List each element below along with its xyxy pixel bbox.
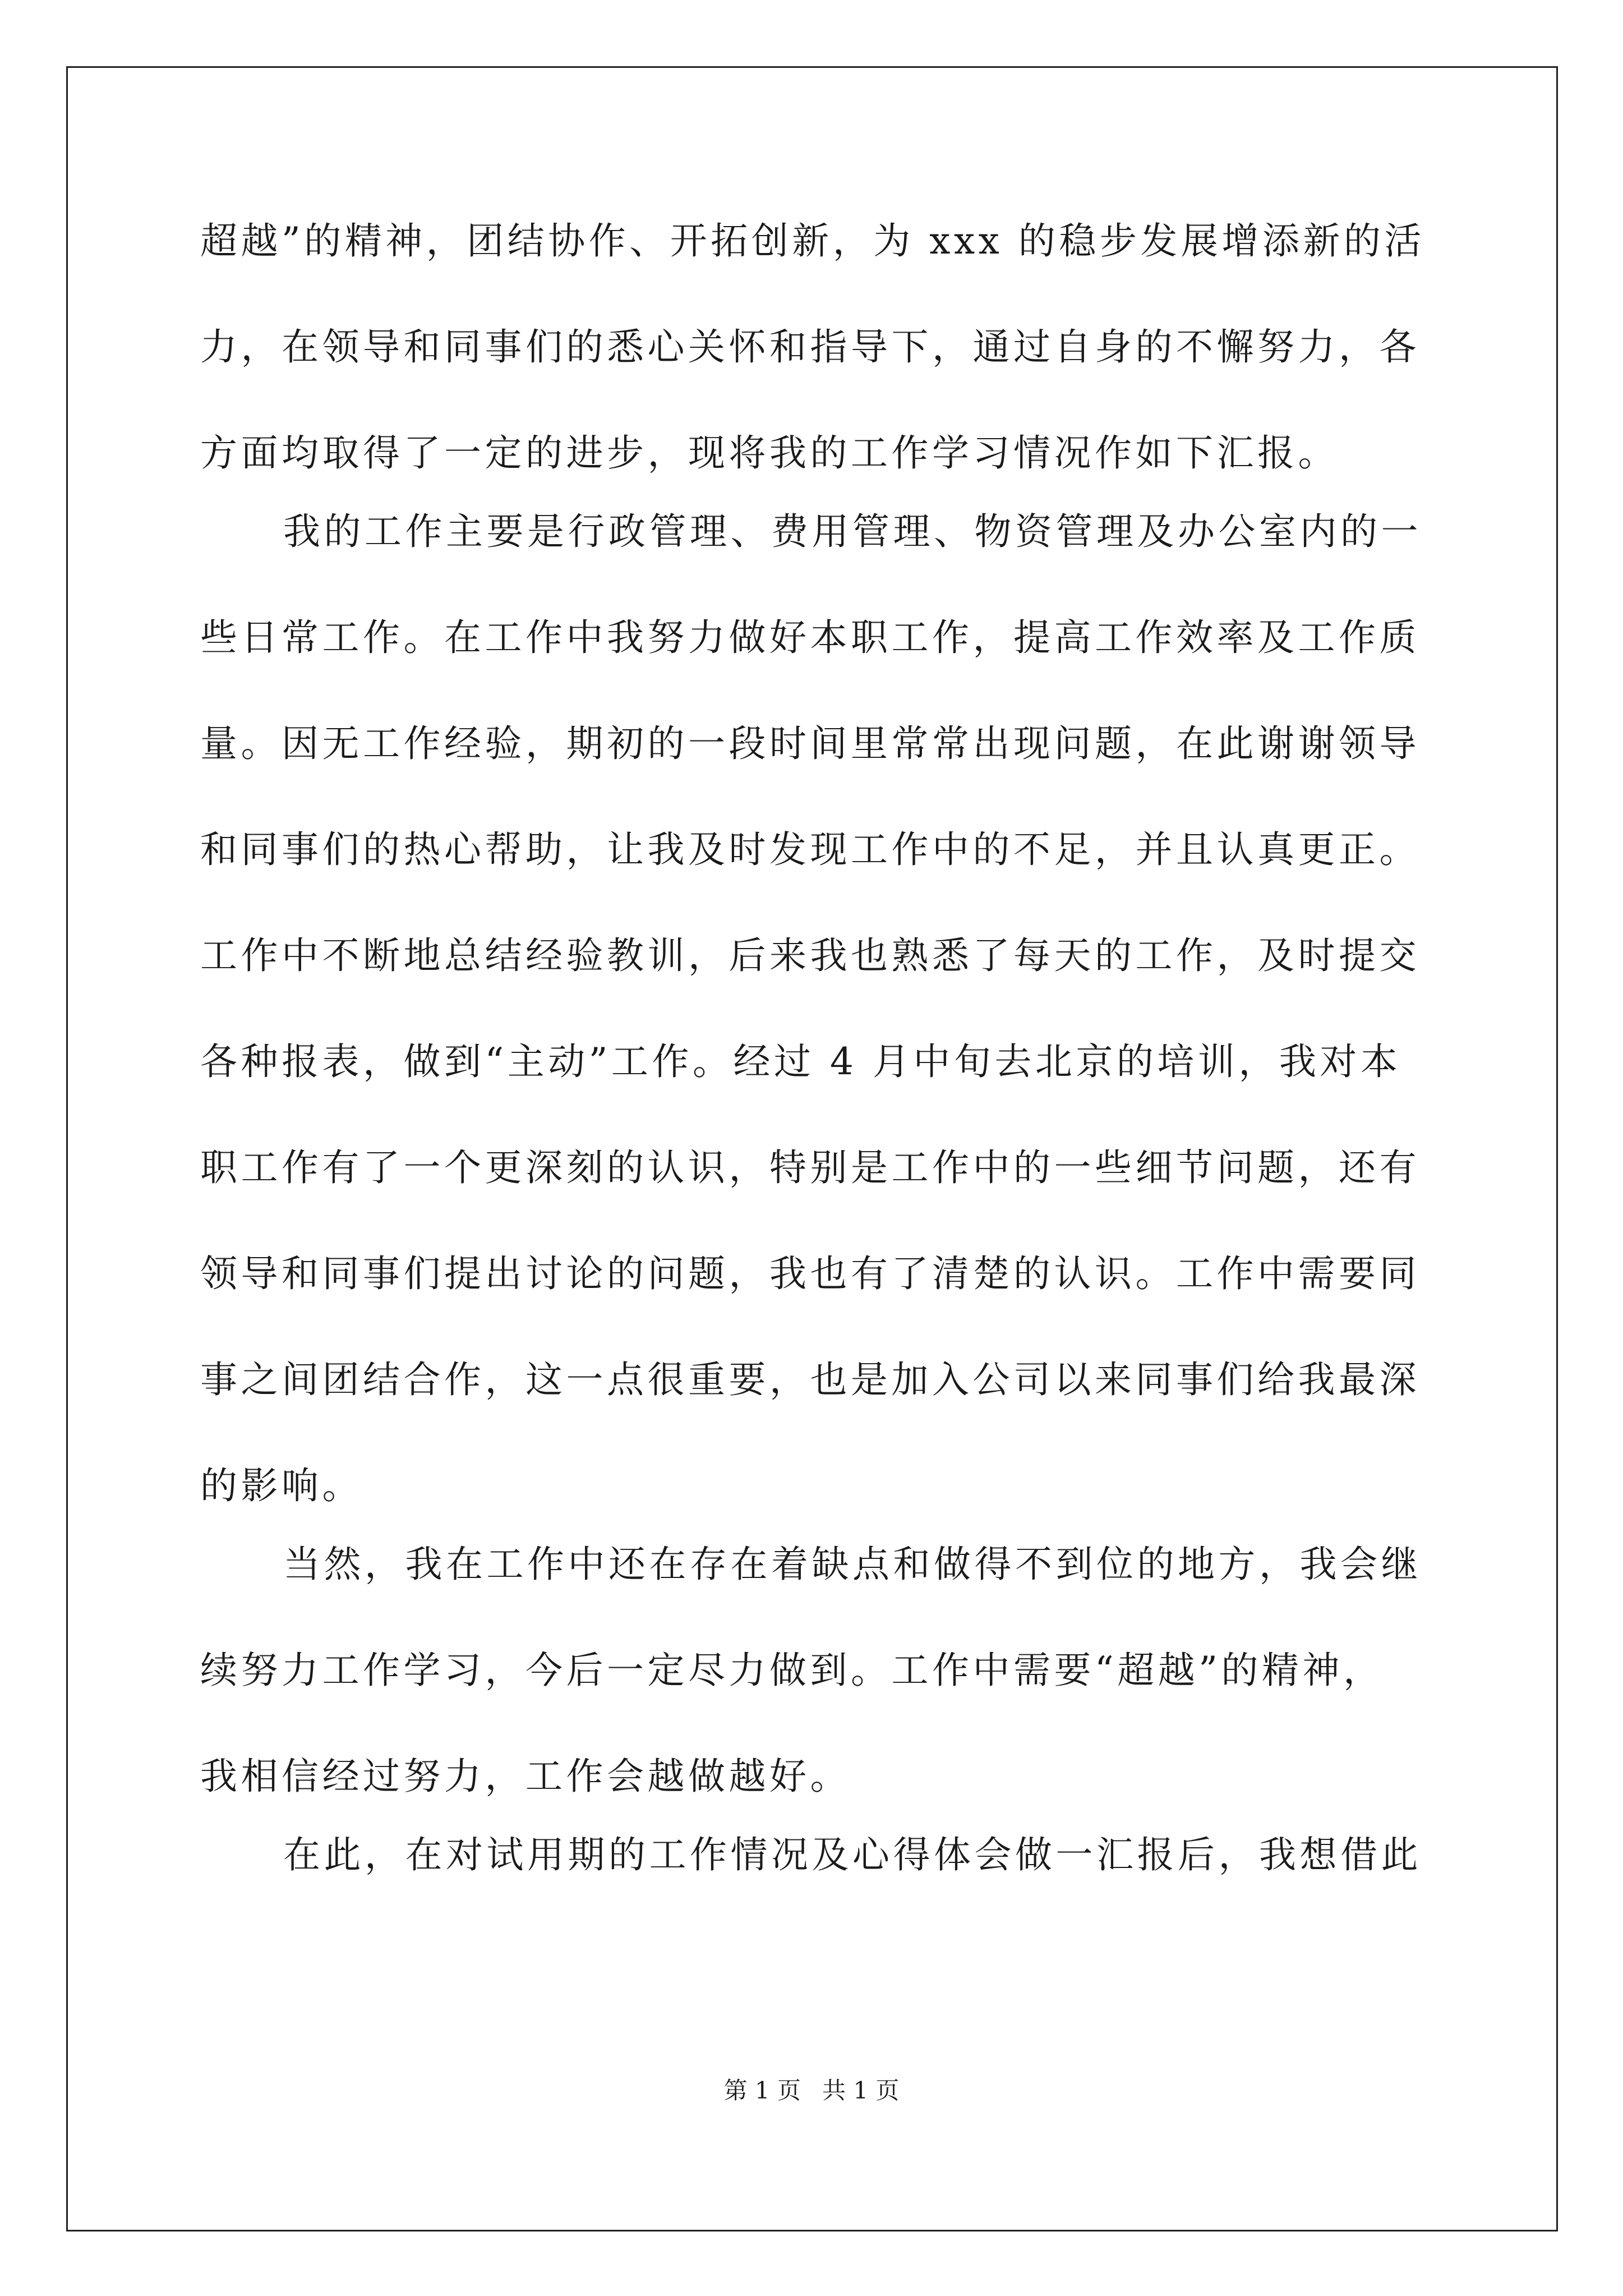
page-footer bbox=[0, 2077, 1623, 2105]
text-line: 些日常工作。在工作中我努力做好本职工作，提高工作效率及工作质 bbox=[200, 616, 1420, 659]
text-line: 力，在领导和同事们的悉心关怀和指导下，通过自身的不懈努力，各 bbox=[200, 325, 1420, 369]
text-line: 的影响。 bbox=[200, 1464, 363, 1507]
text-line: 职工作有了一个更深刻的认识，特别是工作中的一些细节问题，还有 bbox=[200, 1146, 1420, 1189]
text-line: 续努力工作学习，今后一定尽力做到。工作中需要“超越”的精神， bbox=[200, 1649, 1384, 1692]
page-number-total: 共 1 页 bbox=[822, 2077, 900, 2104]
paragraph-first-line: 当然，我在工作中还在存在着缺点和做得不到位的地方，我会继 bbox=[283, 1543, 1422, 1586]
text-line: 领导和同事们提出讨论的问题，我也有了清楚的认识。工作中需要同 bbox=[200, 1252, 1420, 1295]
text-line: 各种报表，做到“主动”工作。经过 4 月中旬去北京的培训，我对本 bbox=[200, 1040, 1401, 1083]
text-line: 和同事们的热心帮助，让我及时发现工作中的不足，并且认真更正。 bbox=[200, 828, 1420, 871]
text-line: 工作中不断地总结经验教训，后来我也熟悉了每天的工作，及时提交 bbox=[200, 934, 1420, 977]
text-line: 量。因无工作经验，期初的一段时间里常常出现问题，在此谢谢领导 bbox=[200, 722, 1420, 765]
paragraph-first-line: 我的工作主要是行政管理、费用管理、物资管理及办公室内的一 bbox=[283, 510, 1422, 553]
paragraph-first-line: 在此，在对试用期的工作情况及心得体会做一汇报后，我想借此 bbox=[283, 1833, 1422, 1876]
text-line: 事之间团结合作，这一点很重要，也是加入公司以来同事们给我最深 bbox=[200, 1358, 1420, 1401]
text-line: 超越”的精神，团结协作、开拓创新，为 xxx 的稳步发展增添新的活 bbox=[200, 219, 1425, 263]
text-line: 方面均取得了一定的进步，现将我的工作学习情况作如下汇报。 bbox=[200, 431, 1339, 475]
page-number-current: 第 1 页 bbox=[723, 2077, 801, 2104]
text-line: 我相信经过努力，工作会越做越好。 bbox=[200, 1755, 851, 1798]
